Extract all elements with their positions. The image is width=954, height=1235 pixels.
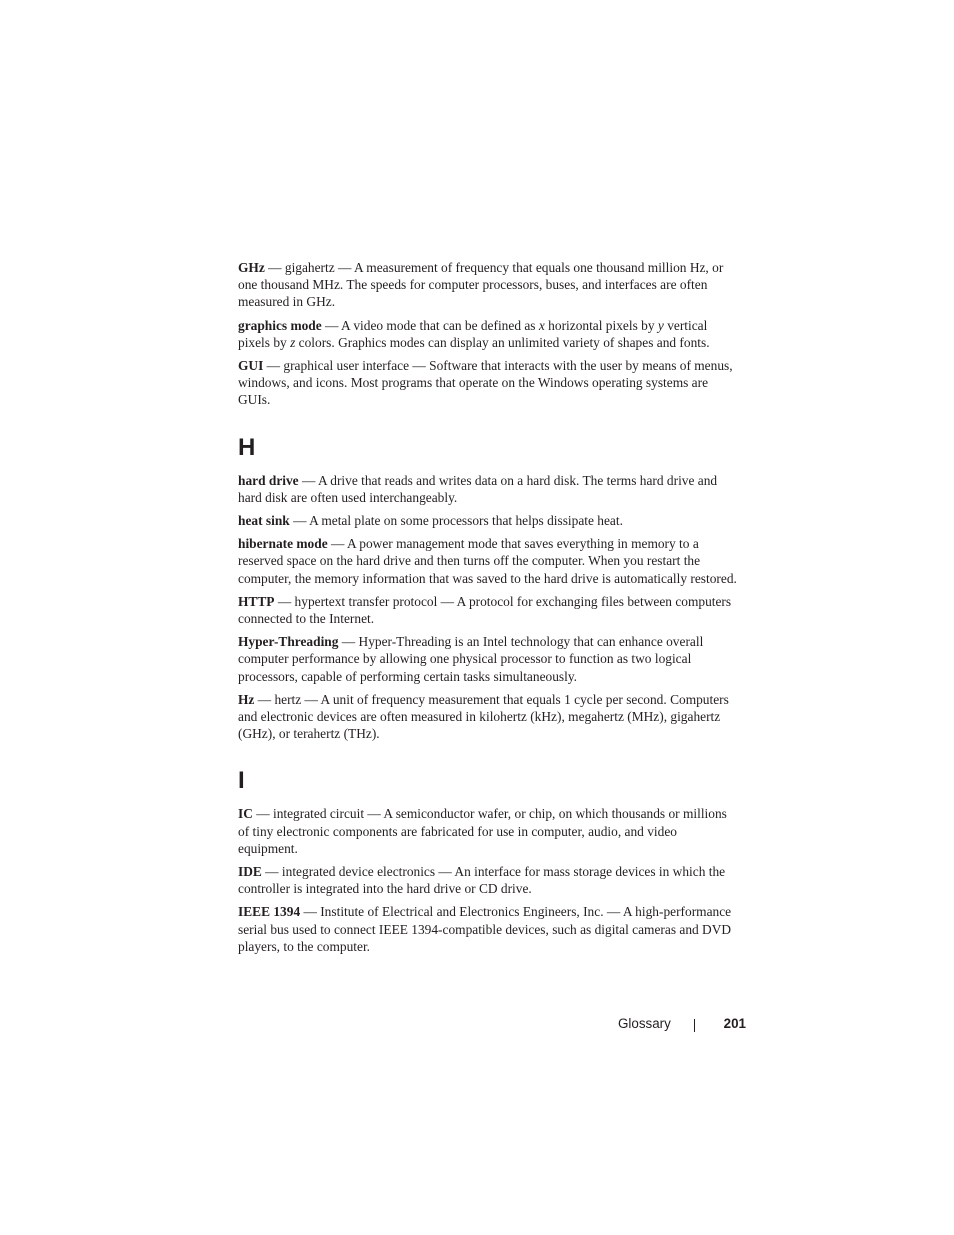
glossary-entry-gui	[238, 357, 738, 409]
glossary-entry-ic	[238, 805, 738, 857]
variable-y: y	[657, 317, 664, 333]
variable-z: z	[290, 334, 296, 350]
entry-term: GUI	[238, 358, 264, 374]
entry-definition-part: horizontal pixels by	[544, 317, 658, 333]
footer-section-label: Glossary	[618, 1016, 671, 1031]
entry-definition: — graphical user interface — Software that interacts with the user by means of menus, windows, and icons. Most programs that operate on the Windows operating systems are GUIs.	[238, 358, 733, 408]
page-footer	[600, 1015, 746, 1035]
entry-definition: — hertz — A unit of frequency measurement that equals 1 cycle per second. Computers and electronic devices are often measured in kilohertz (kHz), megahertz (MHz), gigahertz (GHz), or terahertz (THz).	[238, 691, 729, 742]
page-number: 201	[723, 1016, 746, 1031]
entry-definition: — Institute of Electrical and Electronics Engineers, Inc. — A high-performance serial bus used to connect IEEE 1394-compatible devices, such as digital cameras and DVD players, to the computer.	[238, 904, 732, 954]
entry-definition: — hypertext transfer protocol — A protocol for exchanging files between computers connected to the Internet.	[238, 593, 732, 627]
glossary-entry-heat-sink	[238, 512, 738, 529]
entry-definition: — integrated device electronics — An interface for mass storage devices in which the controller is integrated into the hard drive or CD drive.	[238, 864, 726, 897]
entry-definition: — Hyper-Threading is an Intel technology that can enhance overall computer performance by allowing one physical processor to function as two logical processors, capable of performing certain tasks simultaneously.	[238, 634, 704, 684]
entry-term: heat sink	[238, 513, 290, 529]
footer-divider	[694, 1019, 695, 1032]
glossary-entry-ghz	[238, 259, 738, 311]
entry-definition-part: vertical pixels by	[238, 317, 708, 350]
entry-term: graphics mode	[238, 317, 322, 333]
entry-term: IC	[238, 806, 253, 822]
glossary-entry-http	[238, 593, 738, 627]
section-heading-h: H	[238, 433, 256, 461]
entry-definition-part: — A video mode that can be defined as	[321, 317, 539, 333]
glossary-content	[238, 259, 738, 961]
entry-term: HTTP	[238, 593, 275, 609]
entry-term: hard drive	[238, 472, 299, 488]
glossary-entry-hyper-threading	[238, 633, 738, 685]
glossary-entry-hard-drive	[238, 472, 738, 506]
glossary-entry-hibernate-mode	[238, 535, 738, 587]
glossary-entry-ieee-1394	[238, 903, 738, 955]
entry-term: hibernate mode	[238, 536, 328, 552]
entry-term: GHz	[238, 260, 265, 275]
entry-term: IDE	[238, 864, 262, 880]
entry-term: IEEE 1394	[238, 904, 301, 920]
entry-definition: — integrated circuit — A semiconductor wafer, or chip, on which thousands or millions of tiny electronic components are fabricated for use in computer, audio, and video equipment.	[238, 806, 727, 856]
entry-term: Hz	[238, 691, 255, 707]
entry-definition-part: colors. Graphics modes can display an unlimited variety of shapes and fonts.	[295, 334, 710, 350]
entry-definition: — A power management mode that saves everything in memory to a reserved space on the hard drive and then turns off the computer. When you restart the computer, the memory information that was saved to the hard drive is automatically restored.	[238, 536, 737, 586]
entry-definition: — gigahertz — A measurement of frequency that equals one thousand million Hz, or one thousand MHz. The speeds for computer processors, buses, and interfaces are often measured in GHz.	[238, 260, 724, 310]
variable-x: x	[538, 317, 545, 333]
glossary-entry-graphics-mode	[238, 317, 738, 351]
glossary-entry-hz	[238, 691, 738, 743]
entry-term: Hyper-Threading	[238, 634, 339, 650]
glossary-entry-ide	[238, 863, 738, 897]
entry-definition: — A metal plate on some processors that helps dissipate heat.	[289, 513, 623, 529]
section-heading-i: I	[238, 767, 245, 795]
entry-definition: — A drive that reads and writes data on a hard disk. The terms hard drive and hard disk are often used interchangeably.	[238, 472, 718, 505]
